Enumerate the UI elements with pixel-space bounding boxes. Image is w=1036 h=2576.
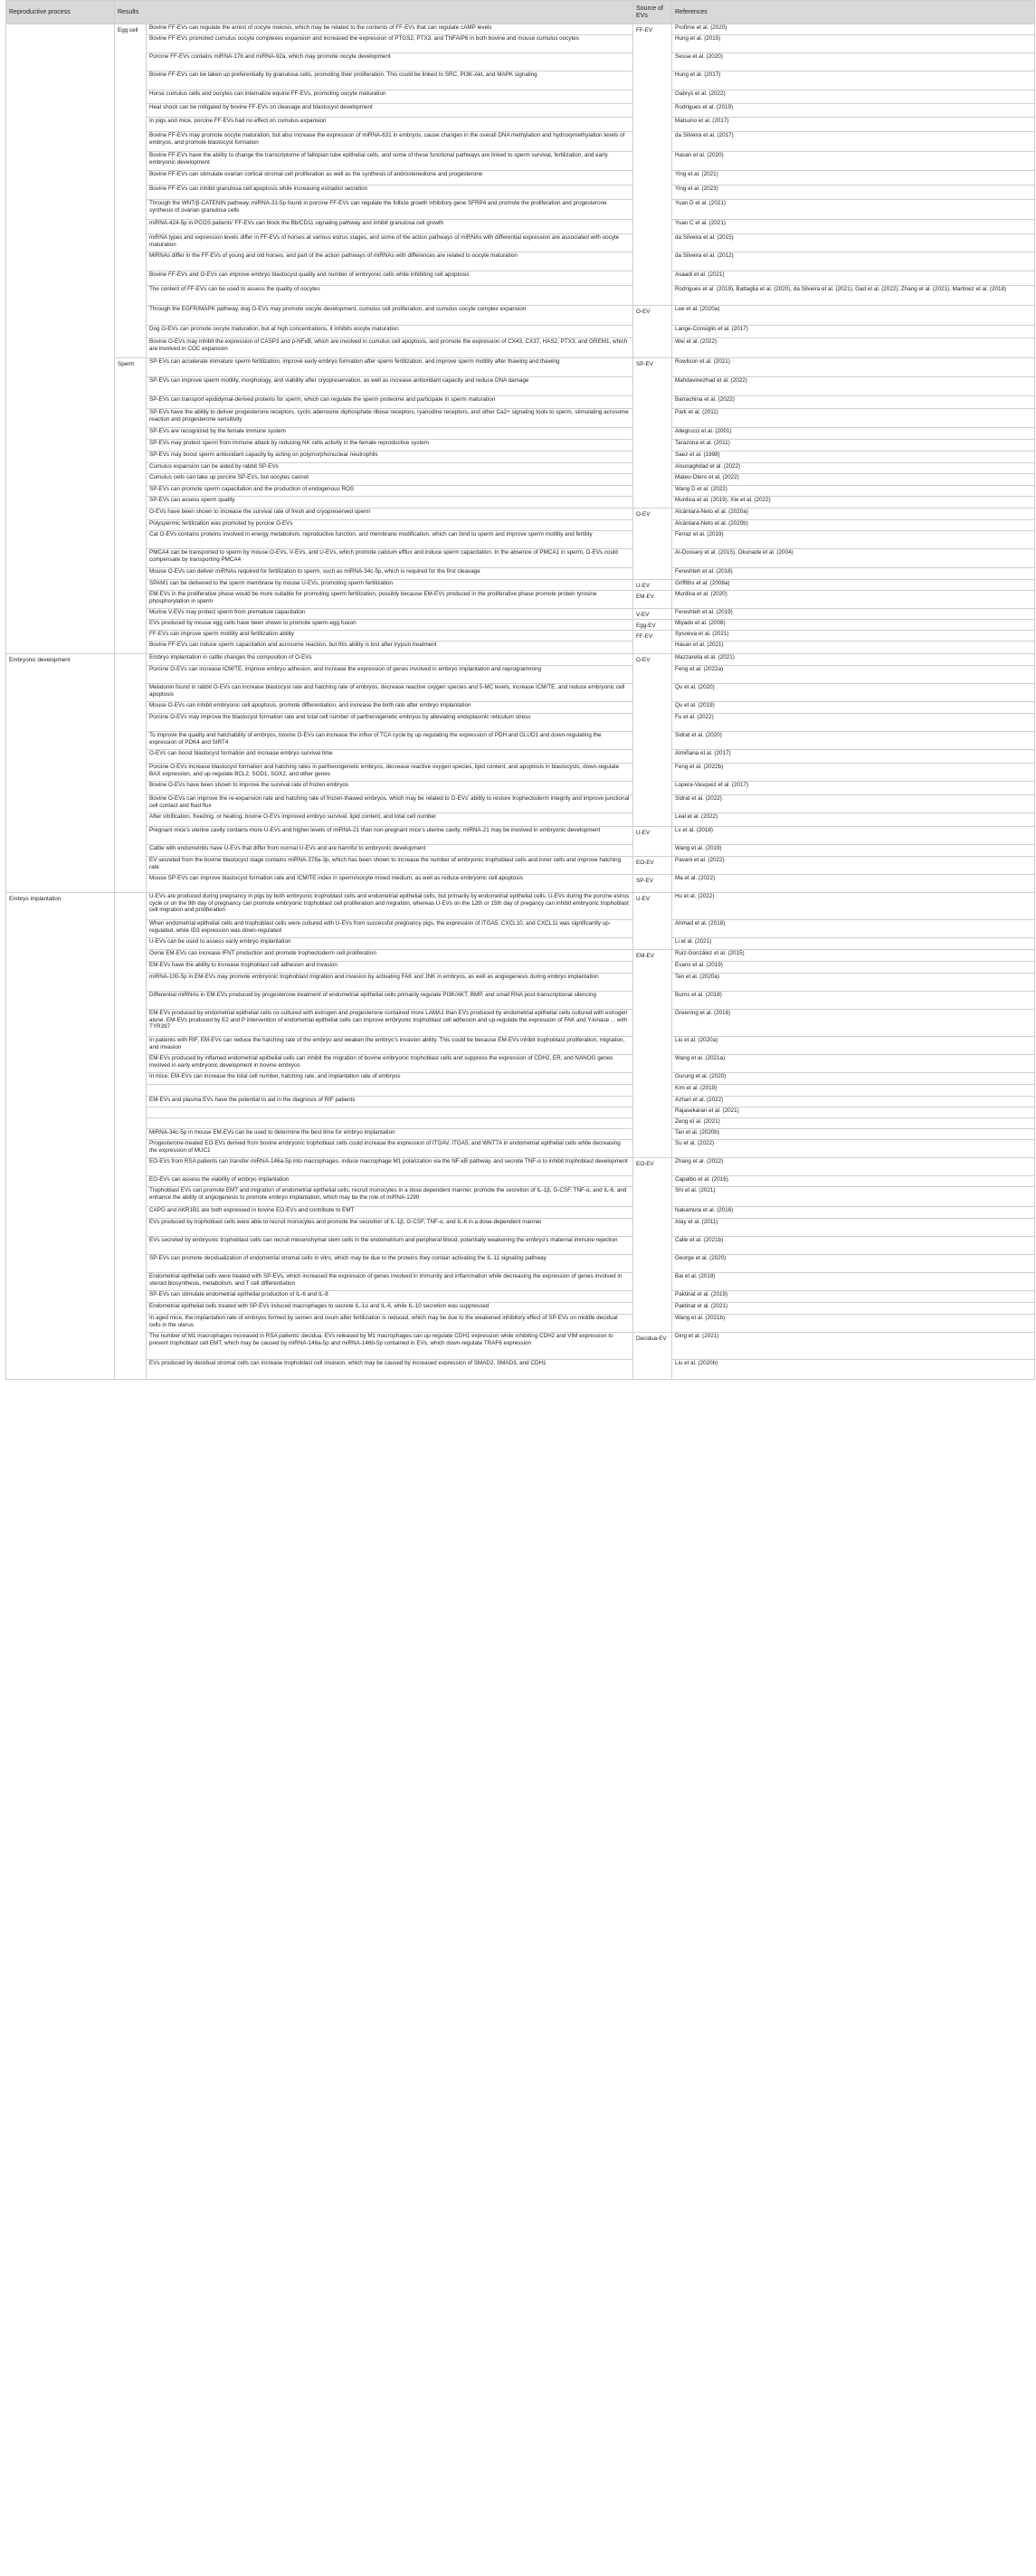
result-cell: The number of M1 macrophages increased in RSA patients' decidua. EVs released by M1 macrophages can up-regulate CDH1 expression while inhibiting CDH2 and VIM expression to prevent trophoblast cell EMT, which may be caused by miRNA-146a-5p and miRNA-146b-5p contained in EVs, which down-regulate TRAF6 expression (147, 1333, 633, 1360)
table-row (6, 428, 1035, 440)
table-row (6, 474, 1035, 486)
table-row (6, 358, 1035, 377)
result-cell: EO-EVs from RSA patients can transfer miRNA-146a-5p into macrophages, induce macrophage M1 polarization via the NF-κB pathway, and secrete TNF-α to inhibit trophoblast development (147, 1158, 633, 1176)
reference-cell: Li et al. (2021) (672, 938, 1035, 950)
table-row (6, 1237, 1035, 1255)
table-row (6, 568, 1035, 580)
table-row (6, 702, 1035, 714)
reference-cell: Hung et al. (2015) (672, 35, 1035, 53)
reference-cell: Al-Dossary et al. (2015), Okunade et al. (2004) (672, 549, 1035, 568)
table-body (6, 24, 1035, 1380)
reference-cell: Alcântara-Neto et al. (2020b) (672, 520, 1035, 531)
reference-cell: Lopera-Vasquez et al. (2017) (672, 782, 1035, 795)
source-cell: Decidua-EV (633, 1333, 672, 1380)
result-cell: Pregnant mice's uterine cavity contains more U-EVs and higher levels of miRNA-21 than non-pregnant mice's uterine cavity. miRNA-21 may be involved in embryonic development (147, 827, 633, 845)
table-row (6, 1333, 1035, 1360)
reference-cell: Murdica et al. (2020) (672, 591, 1035, 609)
source-cell: EM-EV (633, 950, 672, 1158)
reference-cell: Rajasekaran et al. (2021) (672, 1107, 1035, 1118)
table-row (6, 1273, 1035, 1291)
result-cell: Cumulus cells can take up porcine SP-EVs, but oocytes cannot (147, 474, 633, 486)
table-row (6, 132, 1035, 152)
result-cell: Through the WNT/β-CATENIN pathway, miRNA-31-5p found in porcine FF-EVs can regulate the follicle growth inhibitory gene SFRP4 and promote the proliferation and progesterone synthesis of ovarian granulosa cells (147, 200, 633, 220)
table-row (6, 306, 1035, 326)
table-row (6, 666, 1035, 684)
result-cell: EVs produced by trophoblast cells were able to recruit monocytes and promote the secretion of IL-1β, G-CSF, TNF-α, and IL-6 in a dose-dependent manner (147, 1219, 633, 1237)
result-cell: SP-EVs can accelerate immature sperm fertilization, improve early embryo formation after sperm fertilization, and improve sperm motility after thawing and thawing (147, 358, 633, 377)
reference-cell: Zeng et al. (2021) (672, 1118, 1035, 1129)
subprocess-cell: Sperm (115, 358, 147, 654)
result-cell: EVs secreted by embryonic trophoblast cells can recruit mesenchymal stem cells in the endometrium and peripheral blood, potentially weakening the embryo's maternal immune rejection (147, 1237, 633, 1255)
reference-cell: Miyado et al. (2008) (672, 620, 1035, 631)
reference-cell: Ferraz et al. (2019) (672, 531, 1035, 549)
result-cell: SPAM1 can be delivered to the sperm membrane by mouse U-EVs, promoting sperm fertilization (147, 580, 633, 591)
table-row (6, 1107, 1035, 1118)
result-cell: EM-EVs produced by endometrial epithelial cells co-cultured with estrogen and progesterone contained more LAMA1 than EVs produced by endometrial epithelial cells cultured with estrogen alone. EM-EVs produced by E2 and P intervention of endometrial epithelial cells can improve embryonic trophoblast cell adhesion and up-regulate the expression of FAK and Y-kinase ... with TYR397 (147, 1010, 633, 1037)
table-row (6, 631, 1035, 642)
reference-cell: Paktinat et al. (2019) (672, 1291, 1035, 1303)
table-row (6, 234, 1035, 252)
table-row (6, 220, 1035, 234)
header-reproductive-process: Reproductive process (6, 1, 115, 24)
reference-cell: Murdica et al. (2019), Xie et al. (2022) (672, 497, 1035, 509)
result-cell: miRNA-424-5p in PCOS patients' FF-EVs can block the Bb/CD11 signaling pathway and inhibit granulosa cell growth (147, 220, 633, 234)
reference-cell: Leal et al. (2022) (672, 813, 1035, 827)
table-row (6, 1118, 1035, 1129)
reference-cell: Lv et al. (2018) (672, 827, 1035, 845)
reference-cell: Sidrat et al. (2020) (672, 732, 1035, 750)
table-row (6, 286, 1035, 306)
result-cell: FF-EVs can improve sperm motility and fertilization ability (147, 631, 633, 642)
header-results: Results (115, 1, 633, 24)
table-row (6, 24, 1035, 35)
table-row (6, 1315, 1035, 1333)
reference-cell: Fereshteh et al. (2018) (672, 568, 1035, 580)
reference-cell: Sysoeva et al. (2021) (672, 631, 1035, 642)
result-cell: Porcine FF-EVs contains miRNA-17b and miRNA-92a, which may promote oocyte development (147, 53, 633, 71)
table-row (6, 1360, 1035, 1380)
reference-cell: Su et al. (2022) (672, 1140, 1035, 1158)
reference-cell: Shi et al. (2021) (672, 1187, 1035, 1207)
reference-cell: Ruiz-González et al. (2015) (672, 950, 1035, 962)
result-cell: EM-EVs have the ability to increase trophoblast cell adhesion and invasion (147, 962, 633, 974)
result-cell: CAPG and AKR1B1 are both expressed in bovine EO-EVs and contribute to EMT (147, 1207, 633, 1219)
reference-cell: Wang et al. (2021a) (672, 1055, 1035, 1073)
table-row (6, 326, 1035, 338)
table-row (6, 531, 1035, 549)
result-cell: In pigs and mice, porcine FF-EVs had no effect on cumulus expansion (147, 118, 633, 132)
result-cell: SP-EVs can promote sperm capacitation and the production of endogenous ROS (147, 486, 633, 497)
result-cell: EV secreted from the bovine blastocyst stage contains miRNA-378a-3p, which has been shown to increase the number of embryonic trophoblast cells and inner cells and improve hatching rate (147, 857, 633, 875)
table-row (6, 1158, 1035, 1176)
reference-cell: Griffiths et al. (2008a) (672, 580, 1035, 591)
result-cell: MiRNAs differ in the FF-EVs of young and old horses, and part of the action pathways of miRNAs with differences are related to oocyte maturation (147, 252, 633, 271)
table-row (6, 104, 1035, 118)
table-row (6, 714, 1035, 732)
table-row (6, 152, 1035, 171)
table-row (6, 200, 1035, 220)
reference-cell: Ahmad et al. (2018) (672, 920, 1035, 938)
result-cell: Differential miRNAs in EM-EVs produced by progesterone treatment of endometrial epithelial cells primarily regulate PI3K/AKT, BMP, and small RNA post-transcriptional silencing (147, 992, 633, 1010)
subprocess-cell (115, 654, 147, 893)
reference-cell: Kim et al. (2019) (672, 1085, 1035, 1097)
result-cell: Melatonin found in rabbit O-EVs can increase blastocyst rate and hatching rate of embryos, decrease reactive oxygen species and 5-MC levels, increase ICM/TE, and reduce embryonic cell apoptosis (147, 684, 633, 702)
result-cell: miRNA-100-5p in EM-EVs may promote embryonic trophoblast migration and invasion by activating FAK and JNK in embryos, as well as angiogenesis during embryo implantation (147, 974, 633, 992)
reference-cell: Bai et al. (2018) (672, 1273, 1035, 1291)
result-cell: Bovine O-EVs may inhibit the expression of CASP3 and p-NFκB, which are involved in cumulus cell apoptosis, and promote the expression of CX43, CX37, HAS2, PTX3, and GREM1, which are involved in COC expansion (147, 338, 633, 358)
result-cell: SP-EVs can promote decidualization of endometrial stromal cells in vitro, which may be due to the proteins they contain activating the IL-11 signaling pathway (147, 1255, 633, 1273)
table-row (6, 893, 1035, 920)
table-row (6, 1291, 1035, 1303)
source-cell: O-EV (633, 654, 672, 827)
result-cell: After vitrification, freezing, or heating, bovine O-EVs improved embryo survival, lipid content, and total cell number (147, 813, 633, 827)
process-cell: Embryonic development (6, 654, 115, 893)
source-cell: EO-EV (633, 857, 672, 875)
reference-cell: Hasan et al. (2021) (672, 642, 1035, 654)
table-row (6, 452, 1035, 463)
source-cell: Egg-EV (633, 620, 672, 631)
table-row (6, 35, 1035, 53)
table-row (6, 1207, 1035, 1219)
result-cell: EO-EVs can assess the viability of embryo implantation (147, 1176, 633, 1187)
table-row (6, 938, 1035, 950)
result-cell: Porcine O-EVs may improve the blastocyst formation rate and total cell number of parthenogenetic embryos by alleviating endoplasmic reticulum stress (147, 714, 633, 732)
reference-cell: Mazzarella et al. (2021) (672, 654, 1035, 666)
result-cell: Ovine EM-EVs can increase IFNT production and promote trophectoderm cell proliferation (147, 950, 633, 962)
reference-cell: Alcântara-Neto et al. (2020a) (672, 509, 1035, 520)
table-row (6, 654, 1035, 666)
reference-cell: Hasan et al. (2020) (672, 152, 1035, 171)
process-cell (6, 24, 115, 654)
result-cell: Bovine O-EVs have been shown to improve the survival rate of frozen embryos (147, 782, 633, 795)
table-row (6, 520, 1035, 531)
reference-cell: Sidrat et al. (2022) (672, 795, 1035, 813)
result-cell (147, 1107, 633, 1118)
table-row (6, 684, 1035, 702)
reference-cell: Azhari et al. (2022) (672, 1097, 1035, 1107)
result-cell: Dog O-EVs can promote oocyte maturation, but at high concentrations, it inhibits oocyte maturation (147, 326, 633, 338)
reference-cell: Ma et al. (2022) (672, 875, 1035, 893)
result-cell: In mice, EM-EVs can increase the total cell number, hatching rate, and implantation rate of embryos (147, 1073, 633, 1085)
source-cell: SP-EV (633, 875, 672, 893)
header-references: References (672, 1, 1035, 24)
result-cell: EM-EVs produced by inflamed endometrial epithelial cells can inhibit the migration of bovine embryonic trophoblast cells and suppress the expression of CDH2, ER, and NANOG genes involved in early embryonic development in bovine embryos (147, 1055, 633, 1073)
table-row (6, 620, 1035, 631)
table-row (6, 1219, 1035, 1237)
process-cell: Embryo implantation (6, 893, 115, 1380)
result-cell: Cattle with endometritis have U-EVs that differ from normal U-EVs and are harmful to embryonic development (147, 845, 633, 857)
source-cell: U-EV (633, 893, 672, 950)
table-row (6, 377, 1035, 396)
reference-cell: Capalbo et al. (2016) (672, 1176, 1035, 1187)
header-source-of-evs: Source of EVs (633, 1, 672, 24)
table-row (6, 509, 1035, 520)
result-cell: Mouse O-EVs can deliver miRNAs required for fertilization to sperm, such as miRNA-34c-5p, which is required for the first cleavage (147, 568, 633, 580)
result-cell: Murine V-EVs may protect sperm from premature capacitation (147, 609, 633, 620)
table-row (6, 1303, 1035, 1315)
reference-cell: Tan et al. (2020b) (672, 1129, 1035, 1140)
reference-cell: da Silveira et al. (2017) (672, 132, 1035, 152)
table-row (6, 440, 1035, 452)
reference-cell: Sessa et al. (2020) (672, 53, 1035, 71)
reference-cell: Rowlison et al. (2021) (672, 358, 1035, 377)
reference-cell: Liu et al. (2020a) (672, 1037, 1035, 1055)
reference-cell: da Silveira et al. (2015) (672, 234, 1035, 252)
table-row (6, 795, 1035, 813)
table-row (6, 409, 1035, 428)
result-cell: MiRNA-34c-5p in mouse EM-EVs can be used to determine the best time for embryo implantation (147, 1129, 633, 1140)
reference-cell: Ding et al. (2021) (672, 1333, 1035, 1360)
table-row (6, 1097, 1035, 1107)
table-row (6, 1055, 1035, 1073)
table-row (6, 171, 1035, 185)
reference-cell: Alsunaghdad et al. (2022) (672, 463, 1035, 474)
table-row (6, 1187, 1035, 1207)
table-row (6, 549, 1035, 568)
source-cell: O-EV (633, 306, 672, 358)
result-cell: U-EVs can be used to assess early embryo implantation (147, 938, 633, 950)
table-row (6, 1010, 1035, 1037)
result-cell: Bovine FF-EVs promoted cumulus oocyte complexes expansion and increased the expression of PTGS2, PTX3, and TNFAIP6 in both bovine and mouse cumulus oocytes (147, 35, 633, 53)
result-cell: Progesterone-treated EO-EVs derived from bovine embryonic trophoblast cells could increase the expression of ITGAV, ITGA5, and WNT7A in endometrial epithelial cells while decreasing the expression of MUC1 (147, 1140, 633, 1158)
reference-cell: Rodrigues et al. (2019) (672, 104, 1035, 118)
table-row (6, 486, 1035, 497)
reference-cell: Yuan C et al. (2021) (672, 220, 1035, 234)
result-cell: miRNA types and expression levels differ in FF-EVs of horses at various estrus stages, and some of the action pathways of miRNAs with differential expression are associated with oocyte maturation (147, 234, 633, 252)
table-row (6, 857, 1035, 875)
table-row (6, 950, 1035, 962)
result-cell: SP-EVs have the ability to deliver progesterone receptors, cyclic adenosine diphosphate ribose receptors, ryanodine receptors, and other Ca2+ signaling tools to sperm, stimulating acrosome reaction and progesterone sensitivity (147, 409, 633, 428)
evs-reproduction-table (5, 0, 1035, 1380)
result-cell: Porcine O-EVs can increase ICM/TE, improve embryo adhesion, and increase the expression of genes involved in embryo implantation and reprogramming (147, 666, 633, 684)
table-row (6, 71, 1035, 90)
result-cell: Bovine FF-EVs can regulate the arrest of oocyte meiosis, which may be related to the contents of FF-EVs that can regulate cAMP levels (147, 24, 633, 35)
reference-cell: Ying et al. (2023) (672, 185, 1035, 200)
table-row (6, 974, 1035, 992)
result-cell: Bovine FF-EVs and O-EVs can improve embryo blastocyst quality and number of embryonic cells while inhibiting cell apoptosis (147, 271, 633, 286)
reference-cell: Rodrigues et al. (2019), Battaglia et al. (2020), da Silveira et al. (2021), Gad et al. (2022), Zhang et al. (2021), Martinez et al. (2018) (672, 286, 1035, 306)
reference-cell: Gabryś et al. (2022) (672, 90, 1035, 104)
reference-cell: Wang D et al. (2022) (672, 486, 1035, 497)
reference-cell: Qu et al. (2019) (672, 702, 1035, 714)
result-cell: Embryo implantation in cattle changes the composition of O-EVs (147, 654, 633, 666)
table-row (6, 845, 1035, 857)
table-row (6, 185, 1035, 200)
reference-cell: Lange-Consiglio et al. (2017) (672, 326, 1035, 338)
result-cell: EVs produced by decidual stromal cells can increase trophoblast cell invasion, which may be caused by increased expression of SMAD2, SMAD3, and CDH1 (147, 1360, 633, 1380)
source-cell: V-EV (633, 609, 672, 620)
result-cell: Horse cumulus cells and oocytes can internalize equine FF-EVs, promoting oocyte maturation (147, 90, 633, 104)
reference-cell: Feng et al. (2022b) (672, 764, 1035, 782)
reference-cell: Qu et al. (2020) (672, 684, 1035, 702)
result-cell: The content of FF-EVs can be used to assess the quality of oocytes (147, 286, 633, 306)
source-cell: FF-EV (633, 631, 672, 654)
table-row (6, 732, 1035, 750)
table-row (6, 1129, 1035, 1140)
reference-cell: Wei et al. (2022) (672, 338, 1035, 358)
result-cell: SP-EVs can stimulate endometrial epithelial production of IL-6 and IL-8 (147, 1291, 633, 1303)
result-cell: PMCA4 can be transported to sperm by mouse O-EVs, V-EVs, and U-EVs, which promote calcium efflux and induce sperm capacitation. In the absence of PMCA1 in sperm, O-EVs could compensate by transporting PMCA4 (147, 549, 633, 568)
result-cell: EM-EVs in the proliferative phase would be more suitable for promoting sperm fertilization, possibly because EM-EVs produced in the proliferative phase promote protein tyrosine phosphorylation in sperm (147, 591, 633, 609)
reference-cell: Greening et al. (2016) (672, 1010, 1035, 1037)
table-row (6, 813, 1035, 827)
reference-cell: Lee et al. (2020a) (672, 306, 1035, 326)
reference-cell: da Silveira et al. (2012) (672, 252, 1035, 271)
table-row (6, 1037, 1035, 1055)
table-row (6, 1140, 1035, 1158)
result-cell: EVs produced by mouse egg cells have been shown to promote sperm-egg fusion (147, 620, 633, 631)
table-row (6, 782, 1035, 795)
result-cell: Endometrial epithelial cells treated with SP-EVs induced macrophages to secrete IL-1α and IL-6, while IL-10 secretion was suppressed (147, 1303, 633, 1315)
source-cell: U-EV (633, 580, 672, 591)
result-cell: EM-EVs and plasma EVs have the potential to aid in the diagnosis of RIF patients (147, 1097, 633, 1107)
table-row (6, 609, 1035, 620)
reference-cell: Profirne et al. (2020) (672, 24, 1035, 35)
reference-cell: Hu et al. (2022) (672, 893, 1035, 920)
reference-cell: Zhang et al. (2022) (672, 1158, 1035, 1176)
result-cell: In aged mice, the implantation rate of embryos formed by semen and ovum after fertilization is reduced, which may be due to the weakened inhibitory effect of SP-EVs on middle decidual cells in the uterus (147, 1315, 633, 1333)
table-row (6, 1085, 1035, 1097)
reference-cell: Fu et al. (2022) (672, 714, 1035, 732)
table-row (6, 90, 1035, 104)
table-row (6, 1073, 1035, 1085)
result-cell: Bovine FF-EVs have the ability to change the transcriptome of fallopian tube epithelial cells, and some of these functional pathways are linked to sperm survival, fertilization, and early embryonic development (147, 152, 633, 171)
reference-cell: Fereshteh et al. (2019) (672, 609, 1035, 620)
result-cell: Through the EGFR/MAPK pathway, dog O-EVs may promote oocyte development, cumulus cell proliferation, and cumulus oocyte complex expansion (147, 306, 633, 326)
result-cell: SP-EVs may boost sperm antioxidant capacity by acting on polymorphonuclear neutrophils (147, 452, 633, 463)
subprocess-cell: Egg cell (115, 24, 147, 358)
result-cell: SP-EVs are recognized by the female immune system (147, 428, 633, 440)
result-cell: In patients with RIF, EM-EVs can reduce the hatching rate of the embryo and weaken the embryo's invasion ability. This could be because EM-EVs inhibit trophoblast proliferation, migration, and invasion (147, 1037, 633, 1055)
reference-cell: Matsuno et al. (2017) (672, 118, 1035, 132)
reference-cell: Wang et al. (2019) (672, 845, 1035, 857)
reference-cell: Paktinat et al. (2021) (672, 1303, 1035, 1315)
table-row (6, 1255, 1035, 1273)
result-cell: Polyspermic fertilization was promoted by porcine O-EVs (147, 520, 633, 531)
result-cell: Endometrial epithelial cells were treated with SP-EVs, which increased the expression of genes involved in immunity and inflammation while decreasing the expression of genes involved in steroid biosynthesis, metabolism, and T cell differentiation (147, 1273, 633, 1291)
reference-cell: Asaadi et al. (2021) (672, 271, 1035, 286)
table-row (6, 875, 1035, 893)
result-cell: Bovine FF-EVs can be taken up preferentially by granulosa cells, promoting their proliferation. This could be linked to SRC, PI3K-Akt, and MAPK signaling (147, 71, 633, 90)
table-row (6, 591, 1035, 609)
table-row (6, 497, 1035, 509)
table-row (6, 992, 1035, 1010)
reference-cell: Gurung et al. (2020) (672, 1073, 1035, 1085)
result-cell (147, 1085, 633, 1097)
table-row (6, 271, 1035, 286)
result-cell: SP-EVs can transport epididymal-derived proteins for sperm, which can regulate the sperm proteome and participate in sperm maturation (147, 396, 633, 409)
result-cell (147, 1118, 633, 1129)
result-cell: Bovine FF-EVs can induce sperm capacitation and acrosome reaction, but this ability is lost after trypsin treatment (147, 642, 633, 654)
result-cell: When endometrial epithelial cells and trophoblast cells were cultured with U-EVs from successful pregnancy pigs, the expression of ITGA5, CXCL10, and CXCL11 was significantly up-regulated, while ID3 expression was down-regulated (147, 920, 633, 938)
result-cell: Bovine O-EVs can improve the re-expansion rate and hatching rate of frozen-thawed embryos, which may be related to O-EVs' ability to restore trophectoderm integrity and improve junctional cell contact and fluid flux (147, 795, 633, 813)
reference-cell: Park et al. (2011) (672, 409, 1035, 428)
table-row (6, 764, 1035, 782)
reference-cell: Wang et al. (2021b) (672, 1315, 1035, 1333)
result-cell: SP-EVs may protect sperm from immune attack by reducing NK cells activity in the female reproductive system (147, 440, 633, 452)
table-row (6, 463, 1035, 474)
reference-cell: Pavani et al. (2022) (672, 857, 1035, 875)
table-row (6, 396, 1035, 409)
result-cell: To improve the quality and hatchability of embryos, bovine O-EVs can increase the influx of TCA cycle by up-regulating the expression of PDH and GLUD1 and down-regulating the expression of PDK4 and SIRT4 (147, 732, 633, 750)
reference-cell: Burns et al. (2018) (672, 992, 1035, 1010)
result-cell: O-EVs can boost blastocyst formation and increase embryo survival time (147, 750, 633, 764)
reference-cell: Nakamura et al. (2016) (672, 1207, 1035, 1219)
reference-cell: Almiñana et al. (2017) (672, 750, 1035, 764)
table-row (6, 962, 1035, 974)
reference-cell: Mahdavinezhad et al. (2022) (672, 377, 1035, 396)
table-row (6, 642, 1035, 654)
result-cell: Cumulus expansion can be aided by rabbit SP-EVs (147, 463, 633, 474)
reference-cell: Feng et al. (2022a) (672, 666, 1035, 684)
reference-cell: George et al. (2020) (672, 1255, 1035, 1273)
reference-cell: Evans et al. (2019) (672, 962, 1035, 974)
table-header-row (6, 1, 1035, 24)
reference-cell: Hung et al. (2017) (672, 71, 1035, 90)
reference-cell: Liu et al. (2020b) (672, 1360, 1035, 1380)
reference-cell: Barrachina et al. (2022) (672, 396, 1035, 409)
source-cell: EO-EV (633, 1158, 672, 1333)
result-cell: SP-EVs can assess sperm quality (147, 497, 633, 509)
reference-cell: Atay et al. (2011) (672, 1219, 1035, 1237)
table-row (6, 118, 1035, 132)
table-row (6, 920, 1035, 938)
result-cell: Heat shock can be mitigated by bovine FF-EVs on cleavage and blastocyst development (147, 104, 633, 118)
result-cell: U-EVs are produced during pregnancy in pigs by both embryonic trophoblast cells and endometrial epithelial cells, but primarily by endometrial epithelial cells. U-EVs during the porcine estrus cycle or on the 9th day of pregnancy can promote embryonic trophoblast cell proliferation and migration, whereas U-EVs on the 12th or 15th day of pregancy can inhibit embryonic trophoblast cell migration and proliferation (147, 893, 633, 920)
source-cell: EM-EV (633, 591, 672, 609)
reference-cell: Ying et al. (2021) (672, 171, 1035, 185)
result-cell: Bovine FF-EVs can inhibit granulosa cell apoptosis while increasing estradiol secretion (147, 185, 633, 200)
table-row (6, 827, 1035, 845)
reference-cell: Saez et al. (1998) (672, 452, 1035, 463)
table-row (6, 750, 1035, 764)
source-cell: FF-EV (633, 24, 672, 306)
result-cell: SP-EVs can improve sperm motility, morphology, and viability after cryopreservation, as well as increase antioxidant capacity and reduce DNA damage (147, 377, 633, 396)
reference-cell: Yuan D et al. (2021) (672, 200, 1035, 220)
source-cell: U-EV (633, 827, 672, 857)
table-row (6, 1176, 1035, 1187)
source-cell: SP-EV (633, 358, 672, 509)
result-cell: Porcine O-EVs increase blastocyst formation and hatching rates in parthenogenetic embryos, decrease reactive oxygen species, lipid content, and apoptosis in blastocysts, down-regulate BAX expression, and up-regulate BCL2, SOD1, SOX2, and other genes (147, 764, 633, 782)
result-cell: O-EVs have been shown to increase the survival rate of fresh and cryopreserved sperm (147, 509, 633, 520)
table-row (6, 252, 1035, 271)
reference-cell: Tarazona et al. (2011) (672, 440, 1035, 452)
result-cell: Trophoblast EVs can promote EMT and migration of endometrial epithelial cells, recruit monocytes in a dose dependent manner, promote the secretion of IL-1β, G-CSF, TNF-α, and IL-6, and enhance the ability of angiogenesis to promote embryo implantation, which may be the role of miRNA-1290 (147, 1187, 633, 1207)
source-cell: O-EV (633, 509, 672, 580)
subprocess-cell (115, 893, 147, 1380)
result-cell: Mouse O-EVs can inhibit embryonic cell apoptosis, promote differentiation, and increase the birth rate after embryo implantation (147, 702, 633, 714)
result-cell: Cat O-EVs contains proteins involved in energy metabolism, reproductive function, and membrane modification, which can bind to sperm and improve sperm motility and fertility (147, 531, 633, 549)
result-cell: Bovine FF-EVs may promote oocyte maturation, but also increase the expression of miRNA-631 in embryos, cause changes in the overall DNA methylation and hydroxymethylation levels of embryos, and promote blastocyst formation (147, 132, 633, 152)
result-cell: Mouse SP-EVs can improve blastocyst formation rate and ICM/TE index in sperm/oocyte mixed medium, as well as reduce embryonic cell apoptosis (147, 875, 633, 893)
table-row (6, 580, 1035, 591)
reference-cell: Allegrucci et al. (2001) (672, 428, 1035, 440)
result-cell: Bovine FF-EVs can stimulate ovarian cortical stromal cell proliferation as well as the synthesis of androstenedione and progesterone (147, 171, 633, 185)
reference-cell: Mateo-Otero et al. (2022) (672, 474, 1035, 486)
table-row (6, 338, 1035, 358)
reference-cell: Tan et al. (2020a) (672, 974, 1035, 992)
reference-cell: Calle et al. (2021b) (672, 1237, 1035, 1255)
table-row (6, 53, 1035, 71)
